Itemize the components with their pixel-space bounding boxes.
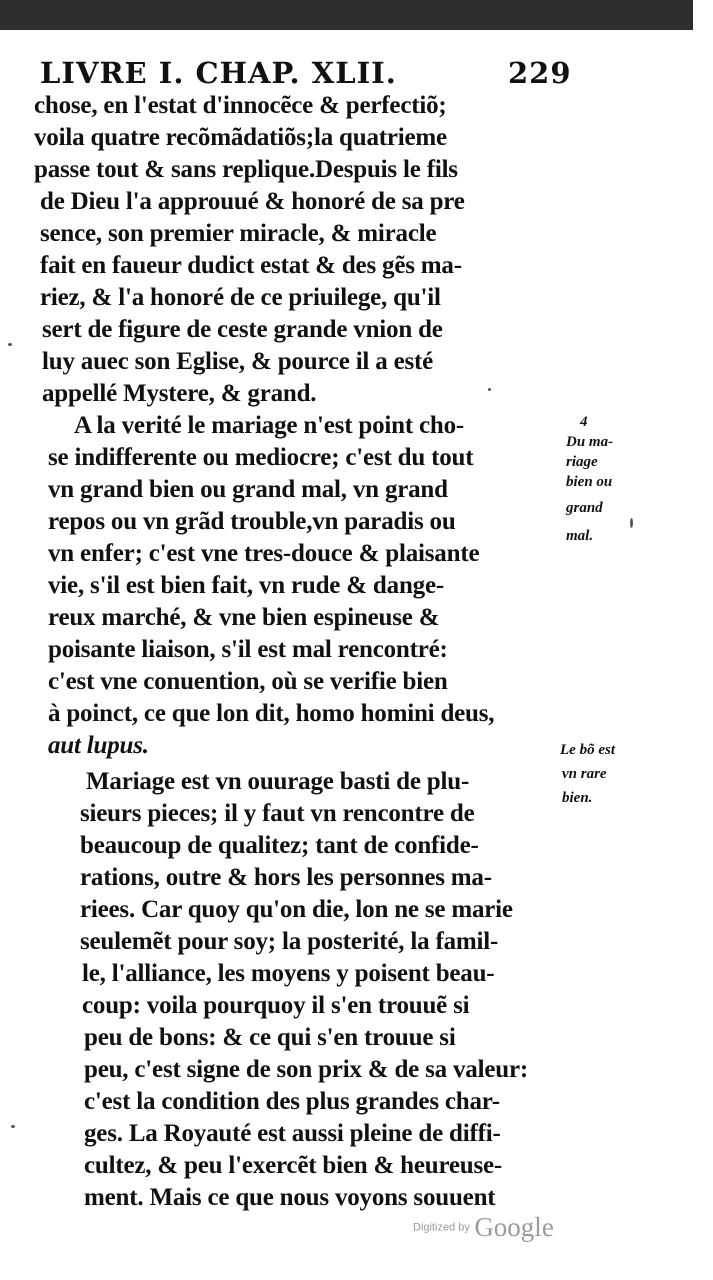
text-line: A la verité le mariage n'est point cho- bbox=[74, 412, 465, 439]
page-number: 229 bbox=[508, 56, 572, 90]
running-title: LIVRE I. CHAP. XLII. bbox=[40, 56, 397, 90]
scan-speck bbox=[8, 343, 12, 346]
text-line: beaucoup de qualitez; tant de confide- bbox=[80, 832, 479, 859]
text-line: repos ou vn grãd trouble,vn paradis ou bbox=[48, 508, 456, 535]
text-line: peu, c'est signe de son prix & de sa valeur: bbox=[84, 1056, 528, 1083]
text-line: à poinct, ce que lon dit, homo homini deus, bbox=[48, 700, 495, 727]
text-line: fait en faueur dudict estat & des gẽs ma- bbox=[40, 252, 462, 279]
text-line: riees. Car quoy qu'on die, lon ne se marie bbox=[80, 896, 513, 923]
text-line: vn enfer; c'est vne tres-douce & plaisante bbox=[48, 540, 480, 567]
text-line: luy auec son Eglise, & pource il a esté bbox=[42, 348, 434, 375]
text-line: de Dieu l'a approuué & honoré de sa pre bbox=[40, 188, 465, 215]
text-line: reux marché, & vne bien espineuse & bbox=[48, 604, 440, 631]
text-line: ment. Mais ce que nous voyons souuent bbox=[84, 1184, 496, 1211]
text-line: seulemẽt pour soy; la posterité, la famil- bbox=[80, 928, 499, 955]
running-header bbox=[40, 56, 570, 92]
margin-note-line: mal. bbox=[566, 528, 594, 544]
margin-note-line: Du ma- bbox=[566, 434, 614, 450]
margin-note-line: Le bõ est bbox=[560, 742, 615, 758]
text-line: coup: voila pourquoy il s'en trouuẽ si bbox=[82, 992, 470, 1019]
margin-note-line: grand bbox=[566, 500, 603, 516]
scan-speck bbox=[488, 388, 491, 391]
text-line: riez, & l'a honoré de ce priuilege, qu'il bbox=[40, 284, 441, 311]
digitization-watermark bbox=[413, 1212, 554, 1243]
text-line: ges. La Royauté est aussi pleine de diffi- bbox=[84, 1120, 501, 1147]
margin-note-line: 4 bbox=[580, 414, 588, 430]
watermark-prefix: Digitized by bbox=[413, 1221, 470, 1234]
text-line: poisante liaison, s'il est mal rencontré: bbox=[48, 636, 448, 663]
text-line: cultez, & peu l'exercẽt bien & heureuse- bbox=[84, 1152, 503, 1179]
text-line: c'est vne conuention, où se verifie bien bbox=[48, 668, 448, 695]
margin-note-line: bien ou bbox=[566, 474, 613, 490]
text-line: sence, son premier miracle, & miracle bbox=[40, 220, 437, 247]
text-line: c'est la condition des plus grandes char- bbox=[84, 1088, 500, 1115]
margin-note-line: riage bbox=[566, 454, 598, 470]
text-line: chose, en l'estat d'innocẽce & perfectiõ; bbox=[34, 92, 447, 119]
text-line: appellé Mystere, & grand. bbox=[42, 380, 317, 407]
text-line: passe tout & sans replique.Despuis le fils bbox=[34, 156, 458, 183]
text-line: Mariage est vn ouurage basti de plu- bbox=[86, 768, 470, 795]
text-line: rations, outre & hors les personnes ma- bbox=[80, 864, 492, 891]
text-line: se indifferente ou mediocre; c'est du tout bbox=[48, 444, 474, 471]
text-line: peu de bons: & ce qui s'en trouue si bbox=[84, 1024, 456, 1051]
margin-note-line: vn rare bbox=[562, 766, 607, 782]
scan-top-edge bbox=[0, 0, 693, 30]
margin-note-line: bien. bbox=[562, 790, 593, 806]
text-line: voila quatre recõmãdatiõs;la quatrieme bbox=[34, 124, 447, 151]
scan-speck bbox=[11, 1125, 15, 1128]
text-line: sert de figure de ceste grande vnion de bbox=[42, 316, 443, 343]
text-line: sieurs pieces; il y faut vn rencontre de bbox=[80, 800, 475, 827]
text-line: vn grand bien ou grand mal, vn grand bbox=[48, 476, 448, 503]
text-line: vie, s'il est bien fait, vn rude & dange- bbox=[48, 572, 444, 599]
scan-speck bbox=[630, 518, 633, 528]
text-line: le, l'alliance, les moyens y poisent beau- bbox=[82, 960, 495, 987]
text-line: aut lupus. bbox=[48, 732, 149, 759]
watermark-brand: Google bbox=[474, 1212, 554, 1242]
